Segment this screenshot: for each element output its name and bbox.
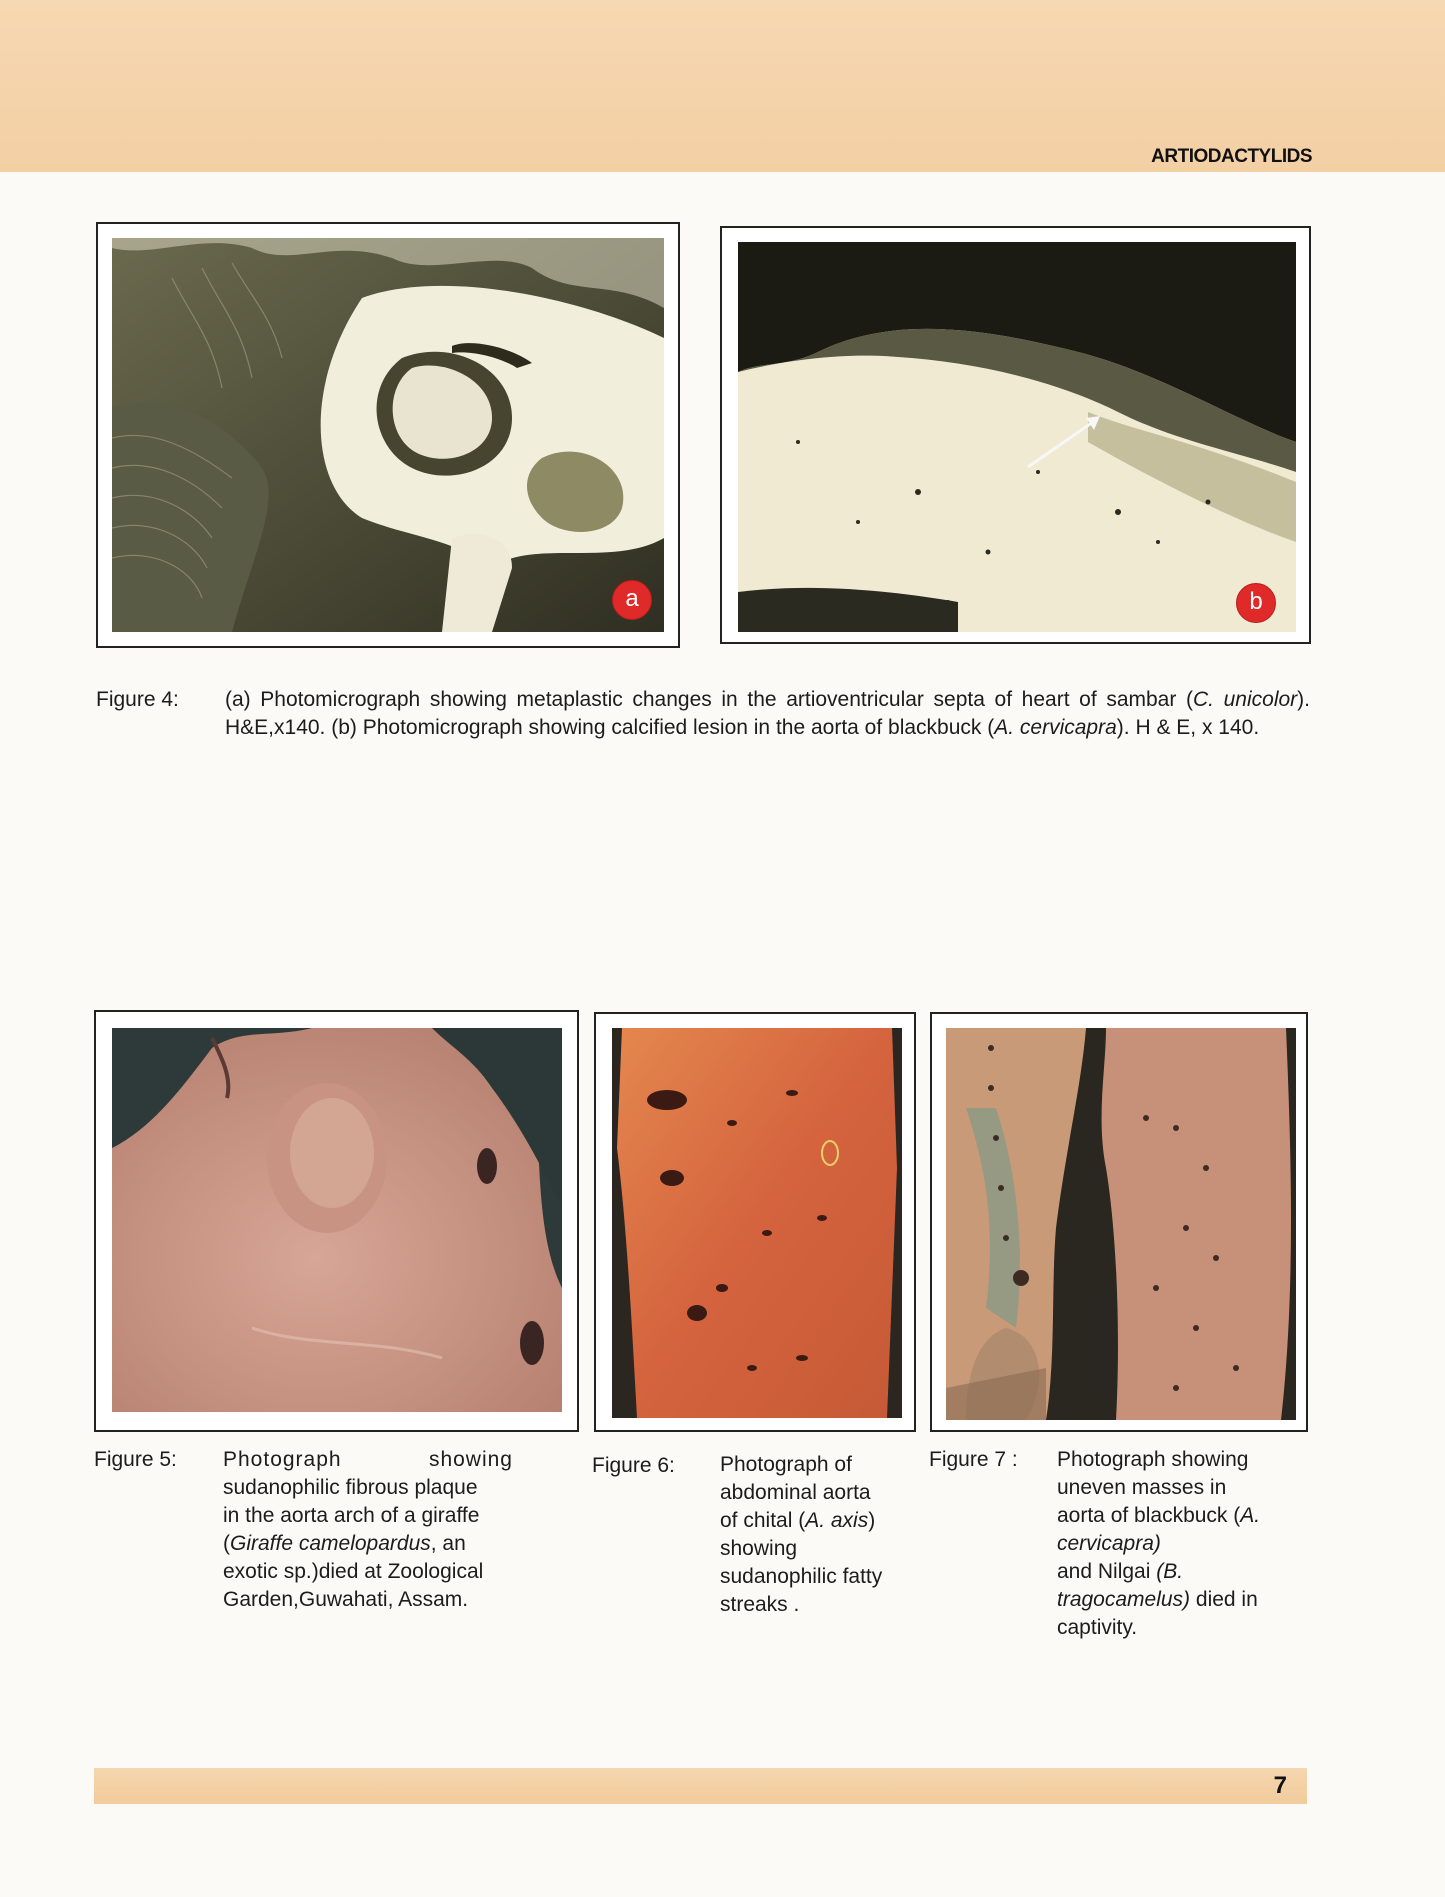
caption-word: showing [428, 1448, 513, 1471]
figure-5-caption [223, 1446, 513, 1614]
figure-5-photograph [112, 1028, 562, 1412]
caption-line: streaks . [720, 1593, 800, 1616]
caption-text: ( [223, 1532, 230, 1555]
page-number: 7 [1273, 1772, 1287, 1799]
running-head: ARTIODACTYLIDS [1151, 146, 1312, 167]
caption-line: Photograph showing [1057, 1448, 1249, 1471]
species-name: A. cervicapra [994, 716, 1117, 739]
caption-line [1057, 1586, 1307, 1614]
caption-text: of chital ( [720, 1509, 806, 1532]
figure-4a-frame [96, 222, 680, 648]
figure-7-photograph [946, 1028, 1296, 1420]
figure-7-frame [930, 1012, 1308, 1432]
caption-line: in the aorta arch of a giraffe [223, 1504, 480, 1527]
figure-7-caption [1057, 1446, 1307, 1642]
caption-line: sudanophilic fatty [720, 1565, 883, 1588]
caption-line [1057, 1502, 1307, 1530]
caption-text: and Nilgai [1057, 1560, 1157, 1583]
panel-label-a: a [612, 580, 652, 620]
caption-line: Garden,Guwahati, Assam. [223, 1588, 469, 1611]
caption-text: ) [868, 1509, 876, 1532]
footer-band [94, 1768, 1307, 1804]
caption-line: captivity. [1057, 1616, 1138, 1639]
species-name: A. axis [805, 1509, 869, 1532]
figure-7-label: Figure 7 : [929, 1448, 1018, 1471]
caption-line [223, 1446, 513, 1474]
caption-word: Photograph [223, 1448, 342, 1471]
caption-line: exotic sp.)died at Zoological [223, 1560, 484, 1583]
species-name: Giraffe camelopardus [230, 1532, 431, 1555]
caption-line: sudanophilic fibrous plaque [223, 1476, 478, 1499]
species-name: C. unicolor [1192, 688, 1298, 711]
species-name: tragocamelus) [1057, 1588, 1191, 1611]
caption-line: showing [720, 1537, 798, 1560]
figure-6-frame [594, 1012, 916, 1432]
figure-5-label: Figure 5: [94, 1448, 177, 1471]
caption-line [720, 1507, 910, 1535]
caption-line [1057, 1530, 1307, 1558]
figure-4b-photomicrograph [738, 242, 1296, 632]
figure-4-caption [225, 686, 1310, 742]
caption-line: Photograph of [720, 1453, 852, 1476]
caption-text: aorta of blackbuck ( [1057, 1504, 1241, 1527]
caption-text: died in [1190, 1588, 1258, 1611]
figure-4a-photomicrograph [112, 238, 664, 632]
figure-4-label: Figure 4: [96, 688, 179, 711]
caption-line [223, 1530, 513, 1558]
figure-5-frame [94, 1010, 579, 1432]
caption-line: uneven masses in [1057, 1476, 1227, 1499]
caption-text: , an [430, 1532, 466, 1555]
species-name: A. [1240, 1504, 1261, 1527]
caption-line: abdominal aorta [720, 1481, 871, 1504]
figure-6-label: Figure 6: [592, 1454, 675, 1477]
species-name: (B. [1156, 1560, 1184, 1583]
figure-4b-frame [720, 226, 1311, 644]
caption-text: ). H&E,x140. (b) Photomicrograph showing calcified lesion in the aorta of blackbuck ( [225, 688, 1310, 739]
figure-6-caption [720, 1451, 910, 1619]
caption-text: (a) Photomicrograph showing metaplastic changes in the artioventricular septa of heart of sambar ( [225, 688, 1193, 711]
caption-text: ). H & E, x 140. [1116, 716, 1260, 739]
species-name: cervicapra) [1057, 1532, 1161, 1555]
panel-label-b: b [1236, 583, 1276, 623]
figure-6-photograph [612, 1028, 902, 1418]
caption-line [1057, 1558, 1307, 1586]
